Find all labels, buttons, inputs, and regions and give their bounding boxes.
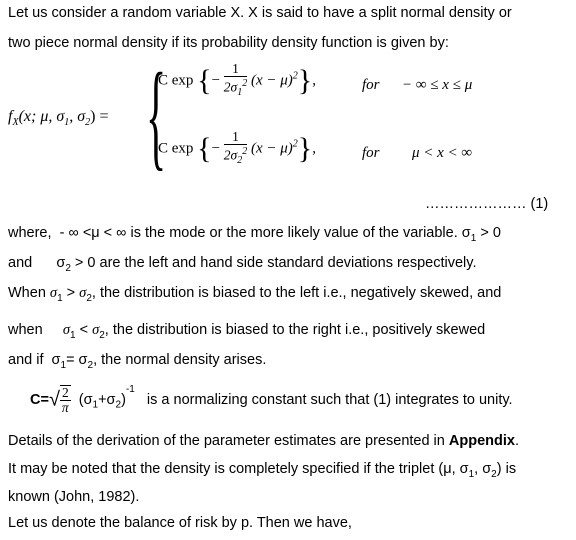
case-1-for: for [362,77,380,93]
intro-text-2: two piece normal density if its probability density function is given by: [8,35,449,51]
case-1-condition: − ∞ ≤ x ≤ μ [402,77,473,93]
details-line-2: It may be noted that the density is completely specified if the triplet (μ, $\sigma_1$, $\sigma_2$) is [8,461,517,480]
intro-line-2 [8,35,449,51]
details-line-4: Let us denote the balance of risk by p. Then we have, [8,515,352,531]
equation-case-2: C exp {− $\frac{1}{2\sigma_2^2}$ $(x - \mu)^2$}, [158,129,316,167]
case-equal-line: and if $\sigma_1= \sigma_2$, the normal density arises. [8,352,267,371]
normalizing-constant-line: C=√ $\frac{2}{\pi}$ $(\sigma_1+\sigma_2)^{-1}$ is a normalizing constant such that (1) integrates to unity. [30,384,513,415]
equation-case-1: C exp {− $\frac{1}{2\sigma_1^2}$ $(x - \mu)^2$}, [158,61,316,99]
intro-line-1 [8,5,568,21]
details-line-1: Details of the derivation of the parameter estimates are presented in Appendix. [8,433,519,449]
and-line: and $\sigma_2 > 0$ are the left and hand side standard deviations respectively. [8,255,477,274]
intro-text-1: Let us consider a random variable X. X is said to have a split normal density or [8,5,512,21]
where-line: where, - ∞ <μ < ∞ is the mode or the more likely value of the variable. $\sigma_1 > 0$ [8,225,501,244]
case-right-line: when $\sigma_1 < \sigma_2$, the distribution is biased to the right i.e., positively skewed [8,322,486,341]
cases-brace-icon: { [146,48,167,181]
equation-number: ………………… (1) [425,196,549,212]
equation-lhs: $f_X(x$; μ, $\sigma_1$, $\sigma_2$) = [8,108,109,129]
case-left-line: When $\sigma_1 > \sigma_2$, the distribution is biased to the left i.e., negatively skewed, and [8,285,502,304]
case-2-for: for [362,145,380,161]
case-2-condition: μ < x < ∞ [412,145,473,161]
details-line-3: known (John, 1982). [8,489,140,505]
